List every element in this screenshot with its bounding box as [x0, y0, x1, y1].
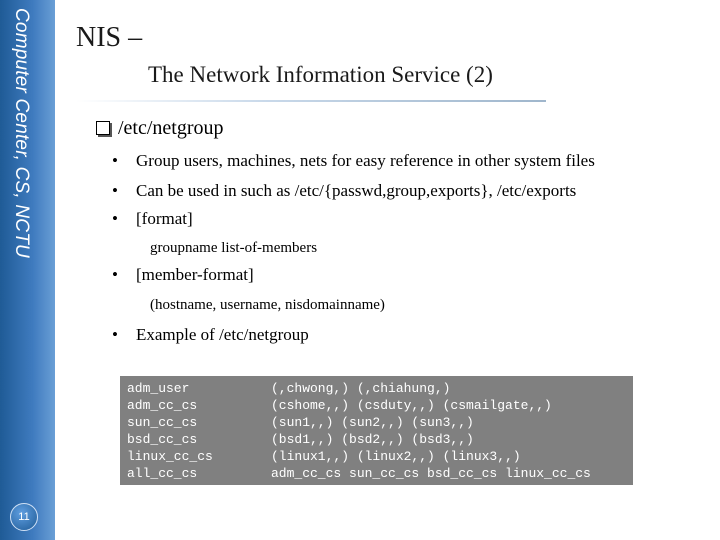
netgroup-name: adm_user [127, 381, 190, 396]
bullet-dot-icon: • [112, 209, 118, 228]
netgroup-members: (,chwong,) (,chiahung,) [271, 381, 451, 396]
sub-bullet-label: Example of /etc/netgroup [136, 325, 309, 344]
format-note: groupname list-of-members [150, 240, 318, 256]
sub-bullet [112, 181, 576, 201]
page-number-badge: 11 [10, 503, 38, 531]
main-bullet-label: /etc/netgroup [118, 117, 224, 139]
netgroup-name: bsd_cc_cs [127, 432, 198, 447]
netgroup-name: linux_cc_cs [127, 449, 213, 464]
sub-bullet [112, 209, 193, 229]
netgroup-names-column [127, 380, 213, 482]
netgroup-example-box [120, 376, 633, 485]
bullet-dot-icon: • [112, 325, 118, 344]
sub-bullet-label: Group users, machines, nets for easy reference in other system files [136, 151, 595, 170]
sub-bullet-label: [format] [136, 209, 193, 228]
member-format-note: (hostname, username, nisdomainname) [150, 297, 385, 313]
sub-bullet [112, 151, 595, 171]
bullet-dot-icon: • [112, 265, 118, 284]
sidebar-label: Computer Center, CS, NCTU [11, 8, 32, 258]
bullet-dot-icon: • [112, 181, 118, 200]
netgroup-members: (linux1,,) (linux2,,) (linux3,,) [271, 449, 521, 464]
netgroup-name: sun_cc_cs [127, 415, 198, 430]
sub-bullet-label: [member-format] [136, 265, 254, 284]
netgroup-name: all_cc_cs [127, 466, 198, 481]
slide-subtitle: The Network Information Service (2) [148, 62, 493, 87]
netgroup-members: (cshome,,) (csduty,,) (csmailgate,,) [271, 398, 552, 413]
netgroup-members: adm_cc_cs sun_cc_cs bsd_cc_cs linux_cc_cs [271, 466, 591, 481]
checkbox-bullet-icon [96, 121, 110, 135]
netgroup-members-column [271, 380, 591, 482]
netgroup-name: adm_cc_cs [127, 398, 198, 413]
netgroup-members: (sun1,,) (sun2,,) (sun3,,) [271, 415, 474, 430]
sub-bullet [112, 325, 309, 345]
title-divider [76, 100, 546, 102]
bullet-dot-icon: • [112, 151, 118, 170]
sub-bullet-label: Can be used in such as /etc/{passwd,group,exports}, /etc/exports [136, 181, 577, 200]
slide-title: NIS – [76, 22, 143, 53]
sub-bullet [112, 265, 254, 285]
netgroup-members: (bsd1,,) (bsd2,,) (bsd3,,) [271, 432, 474, 447]
main-bullet [96, 117, 224, 140]
sidebar [0, 0, 55, 540]
